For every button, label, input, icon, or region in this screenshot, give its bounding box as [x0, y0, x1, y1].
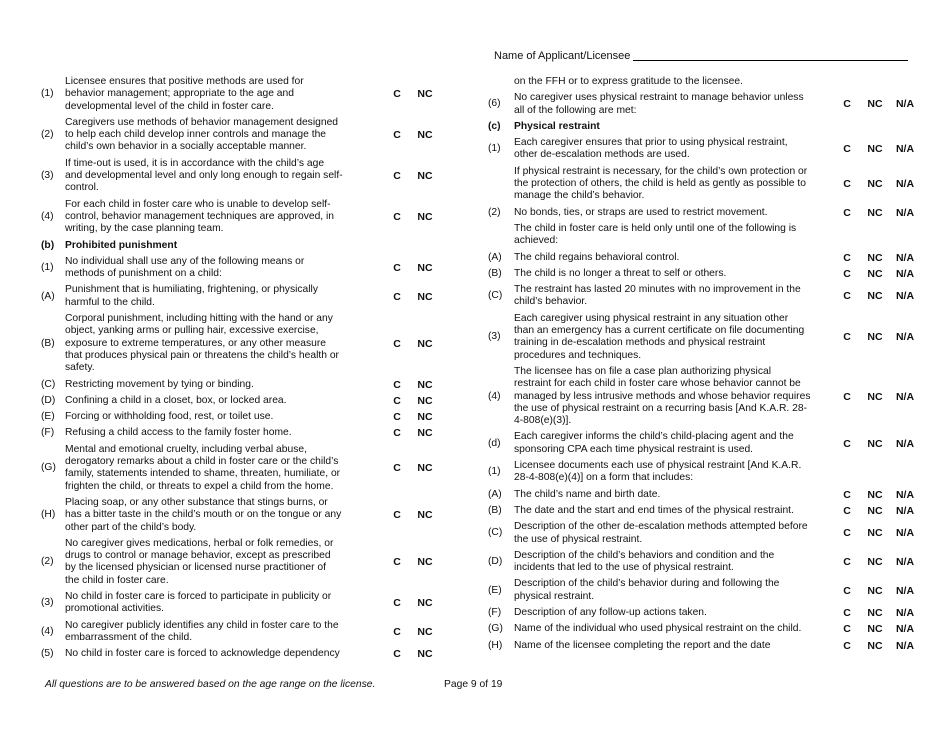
not-applicable-mark[interactable]: N/A [895, 143, 915, 156]
checklist-item [41, 379, 441, 391]
noncompliant-mark[interactable]: NC [417, 262, 433, 274]
item-text: Name of the individual who used physical restraint on the child. [514, 623, 802, 635]
footer-note: All questions are to be answered based on the age range on the license. [45, 679, 376, 690]
compliant-mark[interactable]: C [393, 210, 401, 223]
checklist-item [41, 427, 441, 439]
compliant-mark[interactable]: C [393, 556, 401, 569]
item-text: No caregiver gives medications, herbal or folk remedies, or drugs to control or manage behavior, except as prescribed by the licensed physician or licensed nurse practitioner of the child in foster care. [65, 537, 334, 586]
item-number: (D) [488, 555, 503, 567]
noncompliant-mark[interactable]: NC [867, 331, 883, 344]
noncompliant-mark[interactable]: NC [417, 411, 433, 424]
compliance-marks [811, 290, 918, 302]
item-number: (4) [41, 625, 54, 637]
item-text: Each caregiver informs the child’s child-placing agent and the sponsoring CPA each time physical restraint is used. [514, 431, 794, 455]
item-number: (F) [41, 427, 55, 439]
compliant-mark[interactable]: C [843, 331, 851, 344]
item-number: (b) [41, 239, 55, 251]
compliant-mark[interactable]: C [393, 427, 401, 440]
compliance-marks [811, 252, 918, 264]
item-text: Prohibited punishment [65, 239, 178, 251]
noncompliant-mark[interactable]: NC [867, 267, 883, 280]
checklist-item [488, 521, 915, 546]
checklist-item [41, 591, 441, 616]
compliant-mark[interactable]: C [843, 623, 851, 636]
compliance-marks [343, 411, 439, 423]
checklist-item [488, 431, 915, 456]
applicant-name-label: Name of Applicant/Licensee [494, 50, 631, 62]
checklist-item [488, 606, 915, 619]
checklist-item [488, 365, 915, 427]
compliant-mark[interactable]: C [843, 584, 851, 597]
compliant-mark[interactable]: C [393, 597, 401, 610]
compliant-mark[interactable]: C [843, 606, 851, 619]
item-number: (4) [488, 390, 501, 402]
compliance-marks [811, 178, 918, 190]
noncompliant-mark[interactable]: NC [417, 509, 433, 522]
checklist-item [41, 284, 441, 309]
noncompliant-mark[interactable]: NC [867, 623, 883, 636]
item-text: The child’s name and birth date. [514, 488, 661, 500]
compliant-mark[interactable]: C [393, 290, 401, 303]
not-applicable-mark[interactable]: N/A [895, 584, 915, 597]
checklist-item [488, 549, 915, 575]
noncompliant-mark[interactable]: NC [867, 206, 883, 219]
noncompliant-mark[interactable]: NC [417, 210, 433, 223]
compliant-mark[interactable]: C [843, 98, 851, 111]
compliance-marks [811, 640, 918, 652]
noncompliant-mark[interactable]: NC [867, 251, 883, 264]
not-applicable-mark[interactable]: N/A [895, 251, 915, 264]
compliance-marks [343, 395, 439, 407]
checklist-item [41, 256, 441, 281]
item-text: Description of any follow-up actions taken. [514, 606, 707, 618]
compliance-marks [811, 391, 918, 403]
item-number: (A) [488, 488, 502, 500]
compliant-mark[interactable]: C [393, 337, 401, 350]
item-number: (d) [488, 437, 501, 449]
item-text: on the FFH or to express gratitude to the licensee. [514, 76, 743, 87]
compliant-mark[interactable]: C [393, 462, 401, 475]
noncompliant-mark[interactable]: NC [867, 290, 883, 303]
noncompliant-mark[interactable]: NC [867, 639, 883, 652]
noncompliant-mark[interactable]: NC [867, 555, 883, 568]
compliant-mark[interactable]: C [843, 143, 851, 156]
item-number: (4) [41, 210, 54, 222]
compliant-mark[interactable]: C [393, 625, 401, 638]
not-applicable-mark[interactable]: N/A [895, 639, 915, 652]
item-text: Each caregiver ensures that prior to using physical restraint, other de-escalation methods are used. [514, 137, 788, 161]
checklist-item [41, 158, 441, 195]
compliance-marks [811, 556, 918, 568]
item-text: No child in foster care is forced to acknowledge dependency [65, 648, 340, 660]
compliant-mark[interactable]: C [843, 290, 851, 303]
noncompliant-mark[interactable]: NC [867, 606, 883, 619]
compliant-mark[interactable]: C [393, 411, 401, 424]
item-number: (2) [41, 556, 54, 568]
item-text: Licensee documents each use of physical restraint [And K.A.R. 28-4-808(e)(4)] on a form that includes: [514, 460, 802, 484]
item-text: Restricting movement by tying or binding. [65, 378, 254, 390]
item-text: Description of the child’s behavior during and following the physical restraint. [514, 578, 780, 602]
item-text: No bonds, ties, or straps are used to restrict movement. [514, 206, 768, 218]
checklist-item [488, 137, 915, 162]
compliant-mark[interactable]: C [843, 178, 851, 191]
noncompliant-mark[interactable]: NC [867, 488, 883, 501]
noncompliant-mark[interactable]: NC [867, 527, 883, 540]
item-number: (3) [41, 170, 54, 182]
checklist-item [41, 395, 441, 407]
compliant-mark[interactable]: C [843, 390, 851, 403]
compliance-marks [343, 291, 439, 303]
noncompliant-mark[interactable]: NC [417, 170, 433, 183]
compliance-marks [343, 648, 439, 660]
item-text: The restraint has lasted 20 minutes with no improvement in the child’s behavior. [514, 284, 801, 308]
section-heading [41, 240, 441, 252]
item-text: Physical restraint [514, 120, 600, 132]
noncompliant-mark[interactable]: NC [417, 556, 433, 569]
item-number: (E) [41, 411, 55, 423]
compliance-marks [811, 331, 918, 343]
item-number: (c) [488, 120, 501, 132]
compliant-mark[interactable]: C [393, 378, 401, 391]
item-text: Forcing or withholding food, rest, or toilet use. [65, 411, 274, 423]
item-number: (2) [488, 206, 501, 218]
checklist-item [41, 444, 441, 493]
compliance-marks [343, 509, 439, 521]
applicant-name-line[interactable] [633, 60, 908, 61]
compliant-mark[interactable]: C [843, 267, 851, 280]
compliance-marks [811, 438, 918, 450]
checklist-item [41, 620, 441, 645]
checklist-item [488, 488, 915, 501]
item-number: (1) [41, 88, 54, 100]
compliance-marks [811, 143, 918, 155]
item-text: No individual shall use any of the following means or methods of punishment on a child: [65, 255, 305, 280]
compliant-mark[interactable]: C [843, 527, 851, 540]
item-number: (1) [488, 143, 501, 155]
compliant-mark[interactable]: C [393, 509, 401, 522]
item-text: Mental and emotional cruelty, including verbal abuse, derogatory remarks about a child in foster care or the child’s family, statements intended to shame, threaten, humiliate, or frighten the child, or threats to expel a child from the home. [65, 443, 341, 492]
item-text: No child in foster care is forced to participate in publicity or promotional activities. [65, 590, 332, 615]
item-number: (B) [488, 267, 502, 279]
not-applicable-mark[interactable]: N/A [895, 98, 915, 111]
checklist-item [488, 578, 915, 603]
checklist-item [41, 497, 441, 534]
item-text: Caregivers use methods of behavior management designed to help each child develop inner controls and manage the child’s own behavior in a socially acceptable manner. [65, 116, 339, 153]
noncompliant-mark[interactable]: NC [417, 648, 433, 661]
noncompliant-mark[interactable]: NC [417, 394, 433, 407]
checklist-item [488, 251, 915, 264]
compliance-marks [811, 207, 918, 219]
checklist-item [41, 648, 441, 660]
item-text: Description of the child’s behaviors and condition and the incidents that led to the use of physical restraint. [514, 549, 775, 574]
item-text: For each child in foster care who is unable to develop self-control, behavior management techniques are approved, in writing, by the case planning team. [65, 198, 335, 235]
checklist-item [41, 76, 441, 113]
item-text: The child regains behavioral control. [514, 251, 680, 263]
item-text: Description of the other de-escalation methods attempted before the use of physical restraint. [514, 521, 808, 545]
noncompliant-mark[interactable]: NC [417, 337, 433, 350]
checklist-item [488, 623, 915, 636]
item-number: (F) [488, 606, 502, 618]
noncompliant-mark[interactable]: NC [867, 98, 883, 111]
item-number: (E) [488, 584, 502, 596]
compliance-marks [343, 626, 439, 638]
not-applicable-mark[interactable]: N/A [895, 290, 915, 303]
item-number: (C) [488, 290, 503, 302]
section-heading [488, 121, 908, 133]
checklist-item [488, 92, 915, 117]
item-number: (A) [41, 290, 55, 302]
not-applicable-mark[interactable]: N/A [895, 390, 915, 403]
noncompliant-mark[interactable]: NC [867, 437, 883, 450]
item-number: (C) [41, 378, 56, 390]
not-applicable-mark[interactable]: N/A [895, 331, 915, 344]
item-text: No caregiver uses physical restraint to manage behavior unless all of the following are met: [514, 92, 804, 116]
item-number: (2) [41, 129, 54, 141]
compliance-marks [811, 489, 918, 501]
compliance-marks [343, 170, 439, 182]
compliance-marks [343, 338, 439, 350]
checklist-item [488, 206, 915, 219]
compliance-marks [343, 556, 439, 568]
not-applicable-mark[interactable]: N/A [895, 178, 915, 191]
not-applicable-mark[interactable]: N/A [895, 555, 915, 568]
item-number: (1) [488, 466, 501, 478]
checklist-item [488, 639, 915, 652]
item-number: (1) [41, 262, 54, 273]
compliant-mark[interactable]: C [393, 648, 401, 661]
not-applicable-mark[interactable]: N/A [895, 206, 915, 219]
not-applicable-mark[interactable]: N/A [895, 623, 915, 636]
noncompliant-mark[interactable]: NC [867, 178, 883, 191]
compliance-marks [343, 262, 439, 274]
item-text: Each caregiver using physical restraint in any situation other than an emergency has a current certificate on file documenting training in de-escalation methods and physical restraint procedures and techniques. [514, 312, 805, 361]
not-applicable-mark[interactable]: N/A [895, 504, 915, 517]
compliant-mark[interactable]: C [843, 639, 851, 652]
item-text: No caregiver publicly identifies any child in foster care to the embarrassment of the child. [65, 619, 339, 643]
right-column [488, 76, 915, 656]
item-number: (D) [41, 394, 56, 406]
noncompliant-mark[interactable]: NC [867, 584, 883, 597]
checklist-item [488, 223, 908, 248]
compliant-mark[interactable]: C [393, 129, 401, 142]
item-number: (C) [488, 527, 503, 539]
compliance-marks [343, 462, 439, 474]
item-text: The child in foster care is held only until one of the following is achieved: [514, 222, 797, 247]
item-number: (3) [488, 331, 501, 343]
not-applicable-mark[interactable]: N/A [895, 488, 915, 501]
not-applicable-mark[interactable]: N/A [895, 267, 915, 280]
compliance-marks [811, 505, 918, 517]
item-number: (5) [41, 648, 54, 660]
noncompliant-mark[interactable]: NC [417, 625, 433, 638]
compliance-marks [343, 379, 439, 391]
compliance-marks [343, 597, 439, 609]
not-applicable-mark[interactable]: N/A [895, 527, 915, 540]
compliant-mark[interactable]: C [393, 394, 401, 407]
compliance-marks [811, 623, 918, 635]
compliant-mark[interactable]: C [393, 88, 401, 101]
checklist-item [41, 199, 441, 236]
item-text: Licensee ensures that positive methods are used for behavior management; appropriate to the age and developmental level of the child in foster care. [65, 76, 304, 112]
item-number: (H) [41, 509, 56, 521]
checklist-item [41, 538, 441, 587]
noncompliant-mark[interactable]: NC [417, 597, 433, 610]
checklist-item [488, 267, 915, 280]
compliant-mark[interactable]: C [843, 555, 851, 568]
compliant-mark[interactable]: C [843, 488, 851, 501]
noncompliant-mark[interactable]: NC [417, 427, 433, 440]
compliance-marks [343, 129, 439, 141]
checklist-item [488, 165, 915, 203]
item-text: The licensee has on file a case plan authorizing physical restraint for each child in foster care whose behavior cannot be managed by less intrusive methods and whose behavior requires the use of physical restraint on a recurring basis [And K.A.R. 28-4-808(e)(3)]. [514, 365, 811, 427]
item-number: (G) [41, 462, 56, 474]
noncompliant-mark[interactable]: NC [417, 88, 433, 101]
item-text: Confining a child in a closet, box, or locked area. [65, 394, 287, 406]
compliance-marks [343, 427, 439, 439]
item-number: (B) [41, 337, 55, 349]
compliant-mark[interactable]: C [393, 262, 401, 274]
item-text: Corporal punishment, including hitting with the hand or any object, yanking arms or pulling hair, excessive exercise, exposure to extreme temperatures, or any other measure that produces physical pain or threatens the child’s health or safety. [65, 313, 339, 374]
item-text: The date and the start and end times of the physical restraint. [514, 504, 794, 516]
not-applicable-mark[interactable]: N/A [895, 606, 915, 619]
item-text: Placing soap, or any other substance that stings burns, or has a bitter taste in the child’s mouth or on the tongue or any other part of the child’s body. [65, 496, 342, 533]
item-number: (A) [488, 251, 502, 263]
item-number: (6) [488, 98, 501, 110]
checklist-item [488, 312, 915, 362]
item-text: Name of the licensee completing the report and the date [514, 639, 771, 651]
item-number: (B) [488, 504, 502, 516]
checklist-item [488, 284, 915, 309]
page-number: Page 9 of 19 [444, 679, 503, 690]
item-text: If time-out is used, it is in accordance with the child’s age and developmental level and only long enough to regain self- control. [65, 157, 343, 194]
compliant-mark[interactable]: C [843, 504, 851, 517]
compliance-marks [811, 98, 918, 110]
compliant-mark[interactable]: C [843, 437, 851, 450]
checklist-item [488, 504, 915, 517]
item-text: The child is no longer a threat to self or others. [514, 267, 727, 279]
left-column [41, 76, 441, 664]
item-text: If physical restraint is necessary, for the child’s own protection or the protection of others, the child is held as gently as possible to manage the child’s behavior. [514, 165, 808, 202]
compliance-marks [811, 268, 918, 280]
noncompliant-mark[interactable]: NC [867, 390, 883, 403]
item-text: Refusing a child access to the family foster home. [65, 427, 292, 439]
compliant-mark[interactable]: C [843, 206, 851, 219]
compliance-marks [811, 607, 918, 619]
checklist-item [41, 411, 441, 423]
compliance-marks [811, 527, 918, 539]
compliant-mark[interactable]: C [393, 170, 401, 183]
compliance-marks [811, 585, 918, 597]
item-number: (3) [41, 597, 54, 609]
noncompliant-mark[interactable]: NC [417, 378, 433, 391]
not-applicable-mark[interactable]: N/A [895, 437, 915, 450]
noncompliant-mark[interactable]: NC [417, 129, 433, 142]
noncompliant-mark[interactable]: NC [417, 290, 433, 303]
noncompliant-mark[interactable]: NC [867, 143, 883, 156]
item-text: Punishment that is humiliating, frightening, or physically harmful to the child. [65, 284, 318, 308]
checklist-item [41, 313, 441, 374]
item-number: (H) [488, 639, 503, 651]
compliance-marks [343, 211, 439, 223]
compliant-mark[interactable]: C [843, 251, 851, 264]
checklist-item [41, 117, 441, 154]
noncompliant-mark[interactable]: NC [867, 504, 883, 517]
checklist-item [488, 76, 908, 88]
noncompliant-mark[interactable]: NC [417, 462, 433, 475]
compliance-marks [343, 88, 439, 100]
checklist-item [488, 460, 908, 485]
item-number: (G) [488, 623, 503, 635]
